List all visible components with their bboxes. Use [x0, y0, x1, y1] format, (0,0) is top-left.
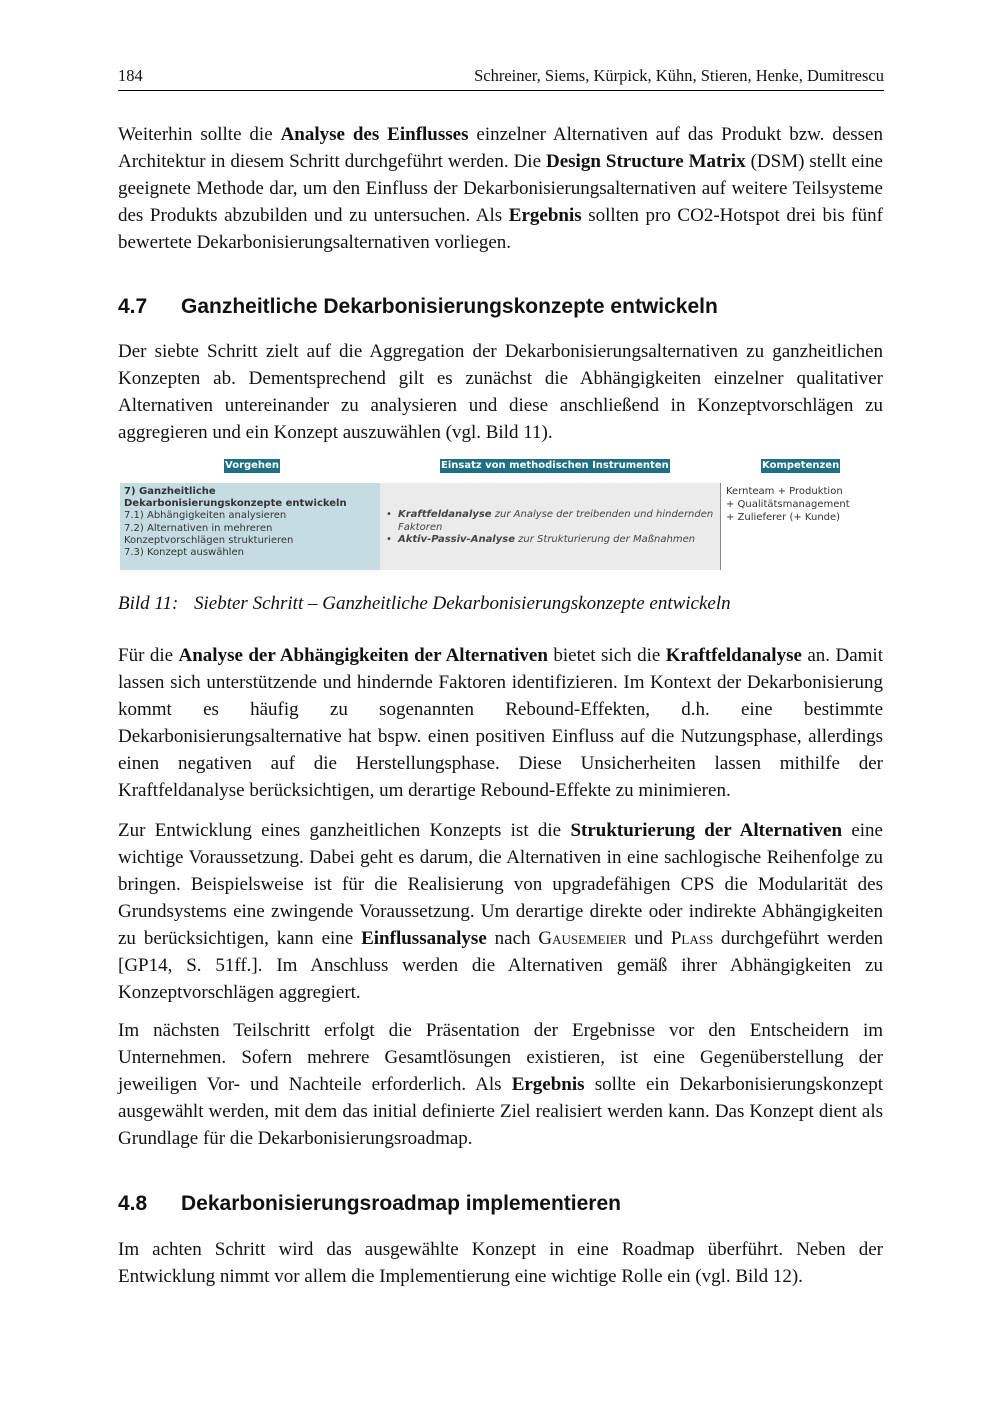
figure-instrument-item: • Aktiv-Passiv-Analyse zur Strukturierung der Maßnahmen: [398, 534, 720, 547]
figure-step-title: 7) Ganzheitliche Dekarbonisierungskonzepte entwickeln: [124, 486, 347, 510]
figure-competence: + Qualitätsmanagement: [726, 499, 850, 510]
figure-substep: 7.2) Alternativen in mehreren Konzeptvorschlägen strukturieren: [124, 522, 294, 546]
figure-header-kompetenzen: Kompetenzen: [762, 460, 840, 471]
figure-caption: Bild 11: Siebter Schritt – Ganzheitliche Dekarbonisierungskonzepte entwickeln: [118, 593, 731, 614]
section-4-7-paragraph: Der siebte Schritt zielt auf die Aggregation der Dekarbonisierungsalternativen zu ganzheitlichen Konzepten ab. Dementsprechend gilt es zunächst die Abhängigkeiten einzelner qualitativer Alternativen untereinander zu analysieren und diese anschließend in Konzeptvorschlägen zu aggregieren und ein Konzept auszuwählen (vgl. Bild 11).: [118, 341, 883, 443]
figure-divider: [720, 483, 721, 570]
header-authors: Schreiner, Siems, Kürpick, Kühn, Stieren, Henke, Dumitrescu: [474, 66, 884, 85]
paragraph-kraftfeldanalyse: Für die Analyse der Abhängigkeiten der Alternativen bietet sich die Kraftfeldanalyse an. Damit lassen sich unterstützende und hindernde Faktoren identifizieren. Im Kontext der Dekarbonisierung kommt es häufig zu sogenannten Rebound-Effekten, d.h. eine bestimmte Dekarbonisierungsalternative hat bspw. einen positiven Einfluss auf die Nutzungsphase, allerdings einen negativen auf die Herstellungsphase. Diese Unsicherheiten lassen mithilfe der Kraftfeldanalyse berücksichtigen, um derartige Rebound-Effekte zu minimieren.: [118, 645, 883, 801]
intro-paragraph: Weiterhin sollte die Analyse des Einflusses einzelner Alternativen auf das Produkt bzw. dessen Architektur in diesem Schritt durchgeführt werden. Die Design Structure Matrix (DSM) stellt eine geeignete Methode dar, um den Einfluss der Dekarbonisierungsalternativen auf weitere Teilsysteme des Produkts abzubilden und zu untersuchen. Als Ergebnis sollten pro CO2-Hotspot drei bis fünf bewertete Dekarbonisierungsalternativen vorliegen.: [118, 124, 883, 253]
figure-competences-cell: [726, 485, 876, 524]
page-number: 184: [118, 66, 143, 85]
figure-substep: 7.1) Abhängigkeiten analysieren: [124, 510, 287, 522]
figure-instruments-cell: [380, 483, 720, 570]
figure-instrument-item: • Kraftfeldanalyse zur Analyse der treibenden und hindernden Faktoren: [398, 509, 720, 534]
paragraph-strukturierung: Zur Entwicklung eines ganzheitlichen Konzepts ist die Strukturierung der Alternativen eine wichtige Voraussetzung. Dabei geht es darum, die Alternativen in eine sachlogische Reihenfolge zu bringen. Beispielsweise ist für die Realisierung von upgradefähigen CPS die Modularität des Grundsystems eine zwingende Voraussetzung. Um derartige direkte oder indirekte Abhängigkeiten zu berücksichtigen, kann eine Einflussanalyse nach Gausemeier und Plass durchgeführt werden [GP14, S. 51ff.]. Im Anschluss werden die Alternativen gemäß ihrer Abhängigkeiten zu Konzeptvorschlägen aggregiert.: [118, 820, 883, 1003]
figure-competence: + Zulieferer (+ Kunde): [726, 512, 841, 523]
figure-process-step: [118, 456, 883, 574]
section-4-8-paragraph: Im achten Schritt wird das ausgewählte Konzept in eine Roadmap überführt. Neben der Entwicklung nimmt vor allem die Implementierung eine wichtige Rolle ein (vgl. Bild 12).: [118, 1239, 883, 1287]
figure-header-vorgehen: Vorgehen: [225, 460, 279, 471]
paragraph-praesentation: Im nächsten Teilschritt erfolgt die Präsentation der Ergebnisse vor den Entscheidern im Unternehmen. Sofern mehrere Gesamtlösungen existieren, ist eine Gegenüberstellung der jeweiligen Vor- und Nachteile erforderlich. Als Ergebnis sollte ein Dekarbonisierungskonzept ausgewählt werden, mit dem das initial definierte Ziel realisiert werden kann. Das Konzept dient als Grundlage für die Dekarbonisierungsroadmap.: [118, 1020, 884, 1149]
running-header: [118, 66, 884, 91]
section-heading-4-7: 4.7 Ganzheitliche Dekarbonisierungskonzepte entwickeln: [118, 295, 718, 318]
figure-competence: Kernteam + Produktion: [726, 486, 843, 497]
figure-substep: 7.3) Konzept auswählen: [124, 547, 244, 559]
figure-header-einsatz: Einsatz von methodischen Instrumenten: [441, 460, 669, 471]
section-heading-4-8: 4.8 Dekarbonisierungsroadmap implementieren: [118, 1192, 621, 1215]
figure-vorgehen-cell: [120, 483, 380, 570]
